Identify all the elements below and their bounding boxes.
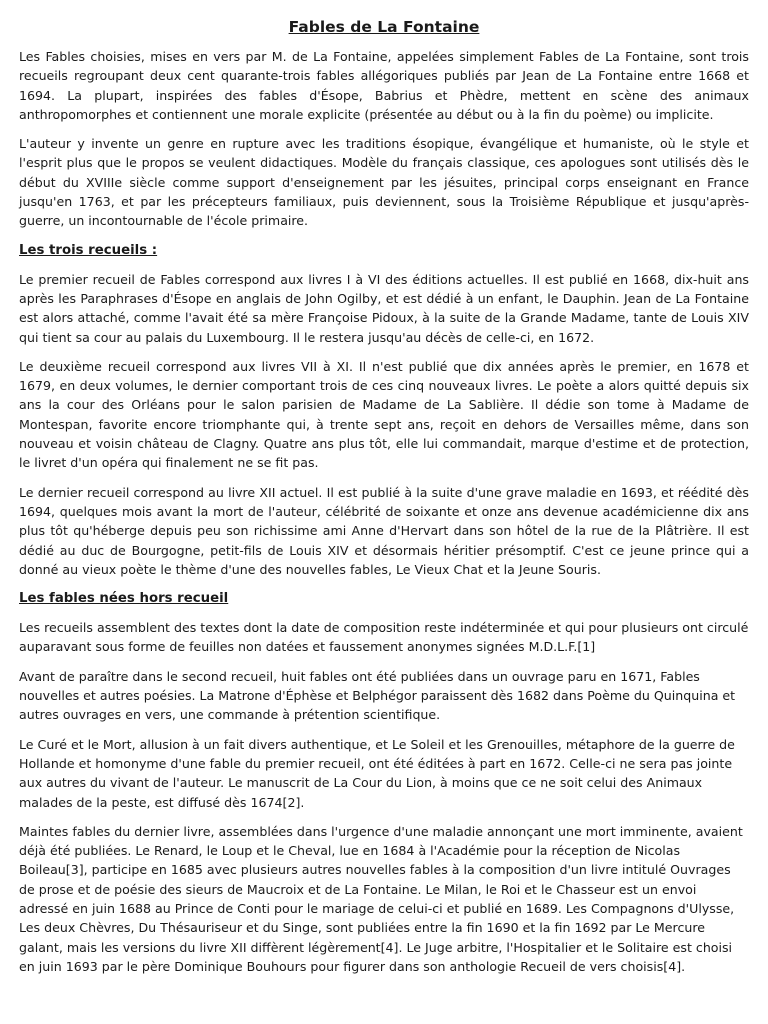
body-paragraph: Le deuxième recueil correspond aux livres VII à XI. Il n'est publié que dix années après le premier, en 1678 et 1679, en deux volumes, le dernier comportant trois de ces cinq nouveaux livres. Le poète a alors quitté depuis six ans la cour des Orléans pour le salon parisien de Madame de La Sablière. Il dédie son tome à Madame de Montespan, favorite encore triomphante qui, à trente sept ans, reçoit en dehors de Versailles même, dans son nouveau et voisin château de Clagny. Quatre ans plus tôt, elle lui commandait, marque d'estime et de protection, le livret d'un opéra qui finalement ne se fit pas. <box>19 358 749 471</box>
body-paragraph: Maintes fables du dernier livre, assemblées dans l'urgence d'une maladie annonçant une mort imminente, avaient déjà été publiées. Le Renard, le Loup et le Cheval, lue en 1684 à l'Académie pour la réception de Nicolas Boileau[3], participe en 1685 avec plusieurs autres nouvelles fables à la composition d'un livre intitulé Ouvrages de prose et de poésie des sieurs de Maucroix et de La Fontaine. Le Milan, le Roi et le Chasseur est un envoi adressé en juin 1688 au Prince de Conti pour le mariage de celui-ci et publié en 1689. Les Compagnons d'Ulysse, Les deux Chèvres, Du Thésauriseur et du Singe, sont publiées entre la fin 1690 et la fin 1692 par Le Mercure galant, mais les versions du livre XII diffèrent légèrement[4]. Le Juge arbitre, l'Hospitalier et le Solitaire est choisi en juin 1693 par le père Dominique Bouhours pour figurer dans son anthologie Recueil de vers choisis[4]. <box>19 823 743 974</box>
body-paragraph: Avant de paraître dans le second recueil, huit fables ont été publiées dans un ouvrage paru en 1671, Fables nouvelles et autres poésies. La Matrone d'Éphèse et Belphégor paraissent dès 1682 dans Poème du Quinquina et autres ouvrages en vers, une commande à prétention scientifique. <box>19 668 736 723</box>
intro-paragraph: Les Fables choisies, mises en vers par M. de La Fontaine, appelées simplement Fables de La Fontaine, sont trois recueils regroupant deux cent quarante-trois fables allégoriques publiés par Jean de La Fontaine entre 1668 et 1694. La plupart, inspirées des fables d'Ésope, Babrius et Phèdre, mettent en scène des animaux anthropomorphes et contiennent une morale explicite (présentée au début ou à la fin du poème) ou implicite. <box>19 49 749 122</box>
body-paragraph: Le premier recueil de Fables correspond aux livres I à VI des éditions actuelles. Il est publié en 1668, dix-huit ans après les Paraphrases d'Ésope en anglais de John Ogilby, et est dédié à un enfant, le Dauphin. Jean de La Fontaine est alors attaché, comme l'avait été sa mère Françoise Pidoux, à la suite de la Grande Madame, tante de Louis XIV qui tient sa cour au palais du Luxembourg. Il le restera jusqu'au décès de celle-ci, en 1672. <box>19 271 749 345</box>
body-paragraph: Les recueils assemblent des textes dont la date de composition reste indéterminée et qui pour plusieurs ont circulé auparavant sous forme de feuilles non datées et faussement anonymes signées M.D.L.F.[1] <box>19 620 749 655</box>
intro-paragraph: L'auteur y invente un genre en rupture avec les traditions ésopique, évangélique et humaniste, où le style et l'esprit plus que le propos se veulent didactiques. Modèle du français classique, ces apologues sont utilisés dès le début du XVIIIe siècle comme support d'enseignement par les jésuites, principal corps enseignant en France jusqu'en 1763, et par les précepteurs familiaux, puis deviennent, sous la Troisième République et jusqu'après-guerre, un incontournable de l'école primaire. <box>19 136 749 229</box>
body-paragraph: Le Curé et le Mort, allusion à un fait divers authentique, et Le Soleil et les Grenouilles, métaphore de la guerre de Hollande et homonyme d'une fable du premier recueil, ont été éditées à part en 1672. Celle-ci ne sera pas jointe aux autres du vivant de l'auteur. Le manuscrit de La Cour du Lion, à moins que ce ne soit celui des Animaux malades de la peste, est diffusé dès 1674[2]. <box>19 736 735 810</box>
section-heading-trois-recueils: Les trois recueils : <box>19 242 158 258</box>
document-title: Fables de La Fontaine <box>288 18 480 36</box>
section-heading-fables-hors-recueil: Les fables nées hors recueil <box>19 591 229 607</box>
body-paragraph: Le dernier recueil correspond au livre XII actuel. Il est publié à la suite d'une grave maladie en 1693, et réédité dès 1694, quelques mois avant la mort de l'auteur, célébrité de soixante et onze ans devenue académicienne dix ans plus tôt qu'héberge depuis peu son richissime ami Anne d'Hervart dans son hôtel de la rue de la Plâtrière. Il est dédié au duc de Bourgogne, petit-fils de Louis XIV et désormais héritier présomptif. C'est ce jeune prince qui a donné au vieux poète le thème d'une des nouvelles fables, Le Vieux Chat et la Jeune Souris. <box>19 484 749 577</box>
